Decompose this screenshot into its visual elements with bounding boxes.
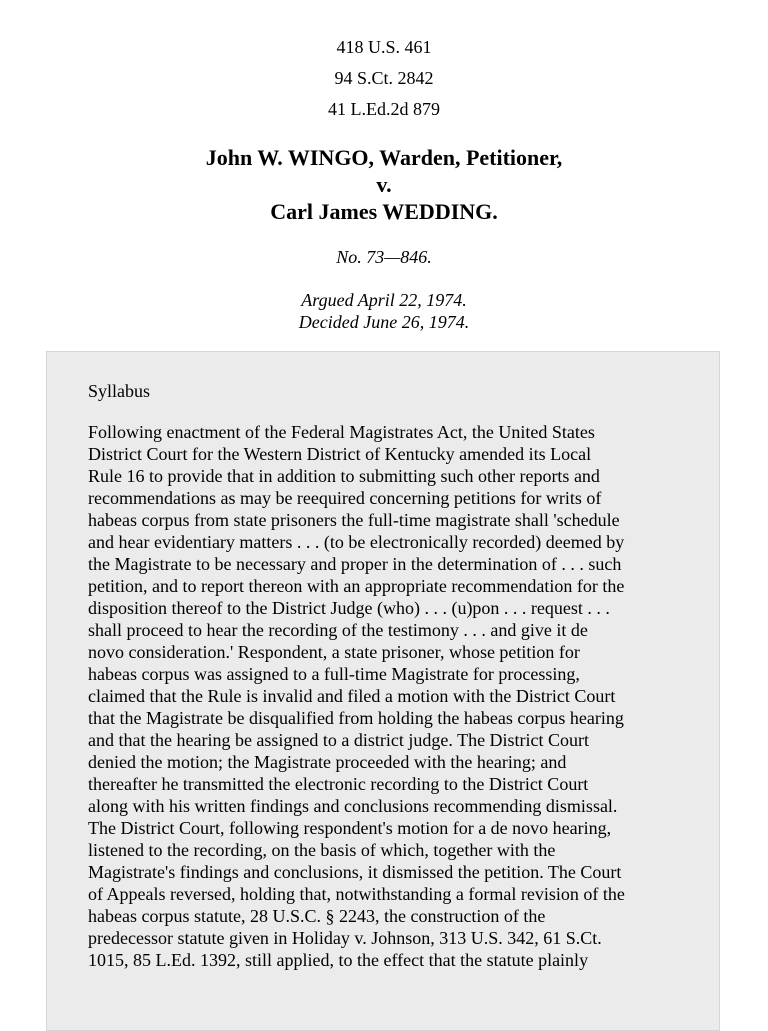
syllabus-heading: Syllabus [88,381,151,401]
syllabus-line: habeas corpus was assigned to a full-time Magistrate for processing, [88,664,580,684]
syllabus-line: novo consideration.' Respondent, a state prisoner, whose petition for [88,642,580,662]
syllabus-line: and hear evidentiary matters . . . (to be electronically recorded) deemed by [88,532,625,552]
syllabus-line: shall proceed to hear the recording of the testimony . . . and give it de [88,620,588,640]
citation-us-reports: 418 U.S. 461 [336,37,432,57]
caption-petitioner: John W. WINGO, Warden, Petitioner, [205,145,563,170]
syllabus-line: 1015, 85 L.Ed. 1392, still applied, to the effect that the statute plainly [88,950,589,970]
docket-number: No. 73—846. [336,247,432,267]
syllabus-line: disposition thereof to the District Judge (who) . . . (u)pon . . . request . . . [88,598,610,618]
syllabus-line: predecessor statute given in Holiday v. Johnson, 313 U.S. 342, 61 S.Ct. [88,928,602,948]
syllabus-line: Following enactment of the Federal Magistrates Act, the United States [88,422,595,442]
decided-date: Decided June 26, 1974. [298,312,470,332]
syllabus-line: and that the hearing be assigned to a district judge. The District Court [88,730,590,750]
syllabus-text [88,421,686,971]
caption-versus: v. [376,172,392,197]
caption-respondent: Carl James WEDDING. [270,199,498,224]
syllabus-line: the Magistrate to be necessary and proper in the determination of . . . such [88,554,622,574]
syllabus-line: of Appeals reversed, holding that, notwithstanding a formal revision of the [88,884,625,904]
syllabus-line: District Court for the Western District of Kentucky amended its Local [88,444,592,464]
syllabus-line: listened to the recording, on the basis of which, together with the [88,840,556,860]
syllabus-line: thereafter he transmitted the electronic recording to the District Court [88,774,589,794]
syllabus-line: claimed that the Rule is invalid and filed a motion with the District Court [88,686,616,706]
syllabus-line: petition, and to report thereon with an appropriate recommendation for the [88,576,625,596]
syllabus-line: recommendations as may be reequired concerning petitions for writs of [88,488,602,508]
syllabus-line: habeas corpus statute, 28 U.S.C. § 2243, the construction of the [88,906,546,926]
citation-lawyers-edition: 41 L.Ed.2d 879 [328,99,440,119]
argued-date: Argued April 22, 1974. [301,290,467,310]
syllabus-line: along with his written findings and conclusions recommending dismissal. [88,796,618,816]
citation-block [0,32,768,125]
syllabus-line: Rule 16 to provide that in addition to submitting such other reports and [88,466,600,486]
syllabus-line: denied the motion; the Magistrate proceeded with the hearing; and [88,752,567,772]
citation-supreme-court-reporter: 94 S.Ct. 2842 [334,68,434,88]
syllabus-line: habeas corpus from state prisoners the full-time magistrate shall 'schedule [88,510,620,530]
syllabus-panel [46,351,720,1031]
case-dates [0,289,768,333]
case-caption [0,144,768,225]
syllabus-line: that the Magistrate be disqualified from holding the habeas corpus hearing [88,708,624,728]
syllabus-line: Magistrate's findings and conclusions, it dismissed the petition. The Court [88,862,622,882]
syllabus-line: The District Court, following respondent's motion for a de novo hearing, [88,818,612,838]
